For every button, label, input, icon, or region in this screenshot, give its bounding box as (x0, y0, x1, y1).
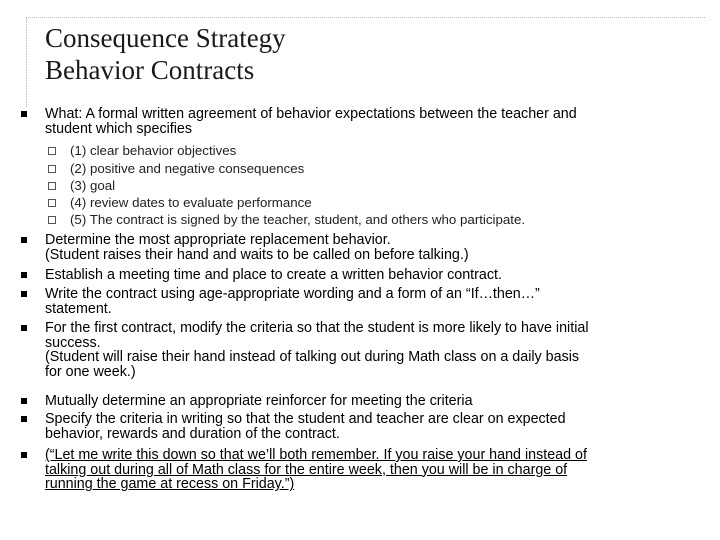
bullet-square-icon (21, 416, 27, 422)
bullet-what-text: A formal written agreement of behavior expectations between the teacher and student which specifies (45, 106, 577, 137)
subbullet-3-text: (3) goal (70, 178, 116, 193)
bullet-square-icon (21, 398, 27, 404)
decorative-left-border (26, 17, 27, 107)
hollow-square-icon (48, 165, 56, 173)
slide-title (45, 22, 286, 86)
decorative-top-border (26, 17, 705, 18)
bullet-square-icon (21, 237, 27, 243)
bullet-example-quote-text: (“Let me write this down so that we’ll both remember. If you raise your hand instead of talking out during all of Math class for the entire week, then you will be in charge of running the game at recess on Friday.”) (45, 447, 587, 493)
bullet-what-label: What: (45, 106, 83, 122)
bullet-square-icon (21, 291, 27, 297)
hollow-square-icon (48, 182, 56, 190)
title-line-1: Consequence Strategy (45, 23, 286, 53)
bullet-meeting-time-text: Establish a meeting time and place to create a written behavior contract. (45, 267, 502, 283)
title-line-2: Behavior Contracts (45, 55, 255, 85)
bullet-replacement-behavior-text: Determine the most appropriate replacement behavior. (Student raises their hand and waits to be called on before talking.) (45, 232, 469, 263)
bullet-specify-criteria-text: Specify the criteria in writing so that the student and teacher are clear on expected behavior, rewards and duration of the contract. (45, 411, 566, 442)
hollow-square-icon (48, 147, 56, 155)
subbullet-4-text: (4) review dates to evaluate performance (70, 195, 312, 210)
subbullet-1-text: (1) clear behavior objectives (70, 143, 237, 158)
bullet-first-contract-text: For the first contract, modify the criteria so that the student is more likely to have initial success. (Student will raise their hand instead of talking out during Math class on a daily basis for one week.) (45, 320, 589, 381)
bullet-square-icon (21, 452, 27, 458)
bullet-square-icon (21, 111, 27, 117)
bullet-square-icon (21, 272, 27, 278)
bullet-write-contract-text: Write the contract using age-appropriate wording and a form of an “If…then…” statement. (45, 286, 540, 317)
subbullet-5-text: (5) The contract is signed by the teacher, student, and others who participate. (70, 212, 526, 227)
bullet-square-icon (21, 325, 27, 331)
hollow-square-icon (48, 199, 56, 207)
hollow-square-icon (48, 216, 56, 224)
bullet-reinforcer-text: Mutually determine an appropriate reinforcer for meeting the criteria (45, 393, 473, 409)
subbullet-2-text: (2) positive and negative consequences (70, 161, 305, 176)
